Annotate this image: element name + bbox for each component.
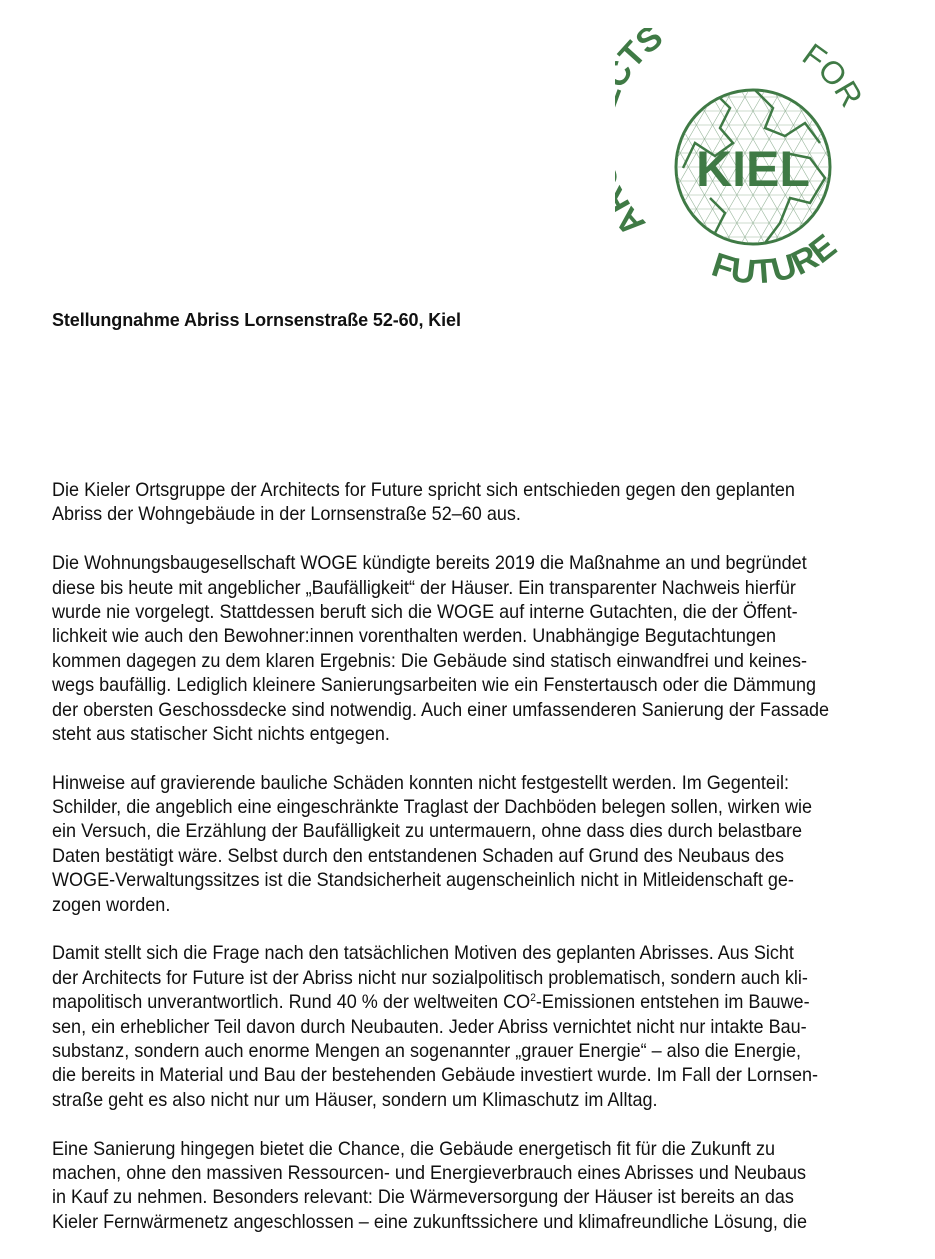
logo-architects-text: TS <box>615 28 670 76</box>
text-line: substanz, sondern auch enorme Mengen an sogenannter „grauer Energie“ – also die Energie, <box>52 1039 802 1062</box>
text-line: die bereits in Material und Bau der bestehenden Gebäude investiert wurde. Im Fall der Lornsen- <box>52 1064 819 1087</box>
superscript: 2 <box>530 992 536 1005</box>
svg-text:FOR <box>796 36 870 113</box>
svg-text:ARCHITECTS <box>615 28 669 243</box>
text-segment: mapolitisch unverantwortlich. Rund 40 % der weltweiten CO <box>52 991 531 1014</box>
text-line: wurde nie vorgelegt. Stattdessen beruft sich die WOGE auf interne Gutachten, die der Öffent- <box>52 600 798 623</box>
logo-kiel-text: KIEL <box>696 141 810 197</box>
text-line: der Architects for Future ist der Abriss nicht nur sozialpolitisch problematisch, sondern auch kli- <box>52 966 808 989</box>
svg-text:FUTURE <box>707 227 843 292</box>
text-line: der obersten Geschossdecke sind notwendig. Auch einer umfassenderen Sanierung der Fassade <box>52 698 830 721</box>
document-title: Stellungnahme Abriss Lornsenstraße 52-60, Kiel <box>52 310 461 330</box>
text-line: wegs baufällig. Lediglich kleinere Sanierungsarbeiten wie ein Fenstertausch oder die Dämmung <box>52 674 817 697</box>
text-segment: -Emissionen entstehen im Bauwe- <box>535 991 810 1014</box>
text-line: Abriss der Wohngebäude in der Lornsenstraße 52–60 aus. <box>52 503 521 526</box>
text-line: Eine Sanierung hingegen bietet die Chance, die Gebäude energetisch fit für die Zukunft zu <box>52 1137 775 1160</box>
text-line: Daten bestätigt wäre. Selbst durch den entstandenen Schaden auf Grund des Neubaus des <box>52 844 785 867</box>
text-line: Schilder, die angeblich eine eingeschränkte Traglast der Dachböden belegen sollen, wirken wie <box>52 796 813 819</box>
text-line: in Kauf zu nehmen. Besonders relevant: Die Wärmeversorgung der Häuser ist bereits an das <box>52 1186 794 1209</box>
paragraph <box>52 771 935 917</box>
text-line: Hinweise auf gravierende bauliche Schäden konnten nicht festgestellt werden. Im Gegenteil: <box>52 771 789 794</box>
document-body <box>52 478 935 1259</box>
text-line: diese bis heute mit angeblicher „Baufälligkeit“ der Häuser. Ein transparenter Nachweis hierfür <box>52 576 796 599</box>
paragraph <box>52 551 935 746</box>
text-line: WOGE-Verwaltungssitzes ist die Standsicherheit augenscheinlich nicht in Mitleidenschaft ge- <box>52 869 794 892</box>
text-line: steht aus statischer Sicht nichts entgegen. <box>52 722 390 745</box>
paragraph <box>52 941 935 1112</box>
text-line: lichkeit wie auch den Bewohner:innen vorenthalten werden. Unabhängige Begutachtungen <box>52 625 777 648</box>
paragraph <box>52 1137 935 1235</box>
text-line <box>52 990 885 1014</box>
text-line: Die Kieler Ortsgruppe der Architects for Future spricht sich entschieden gegen den geplanten <box>52 479 795 501</box>
paragraph <box>52 478 935 527</box>
text-line: straße geht es also nicht nur um Häuser, sondern um Klimaschutz im Alltag. <box>52 1088 658 1111</box>
logo-future-text: FUTURE <box>707 226 844 292</box>
text-line: zogen worden. <box>52 893 171 916</box>
text-line: Die Wohnungsbaugesellschaft WOGE kündigte bereits 2019 die Maßnahme an und begründet <box>52 552 807 575</box>
architects-for-future-kiel-logo <box>615 28 885 303</box>
text-line: sen, ein erheblicher Teil davon durch Neubauten. Jeder Abriss vernichtet nicht nur intakte Bau- <box>52 1015 807 1038</box>
text-line: ein Versuch, die Erzählung der Baufälligkeit zu untermauern, ohne dass dies durch belastbare <box>52 820 803 843</box>
text-line: Damit stellt sich die Frage nach den tatsächlichen Motiven des geplanten Abrisses. Aus Sicht <box>52 942 794 965</box>
text-line: machen, ohne den massiven Ressourcen- und Energieverbrauch eines Abrisses und Neubaus <box>52 1161 807 1184</box>
logo-for-text: FOR <box>796 36 870 113</box>
text-line: Kieler Fernwärmenetz angeschlossen – eine zukunftssichere und klimafreundliche Lösung, die <box>52 1210 808 1233</box>
text-line: kommen dagegen zu dem klaren Ergebnis: Die Gebäude sind statisch einwandfrei und keines- <box>52 649 808 672</box>
